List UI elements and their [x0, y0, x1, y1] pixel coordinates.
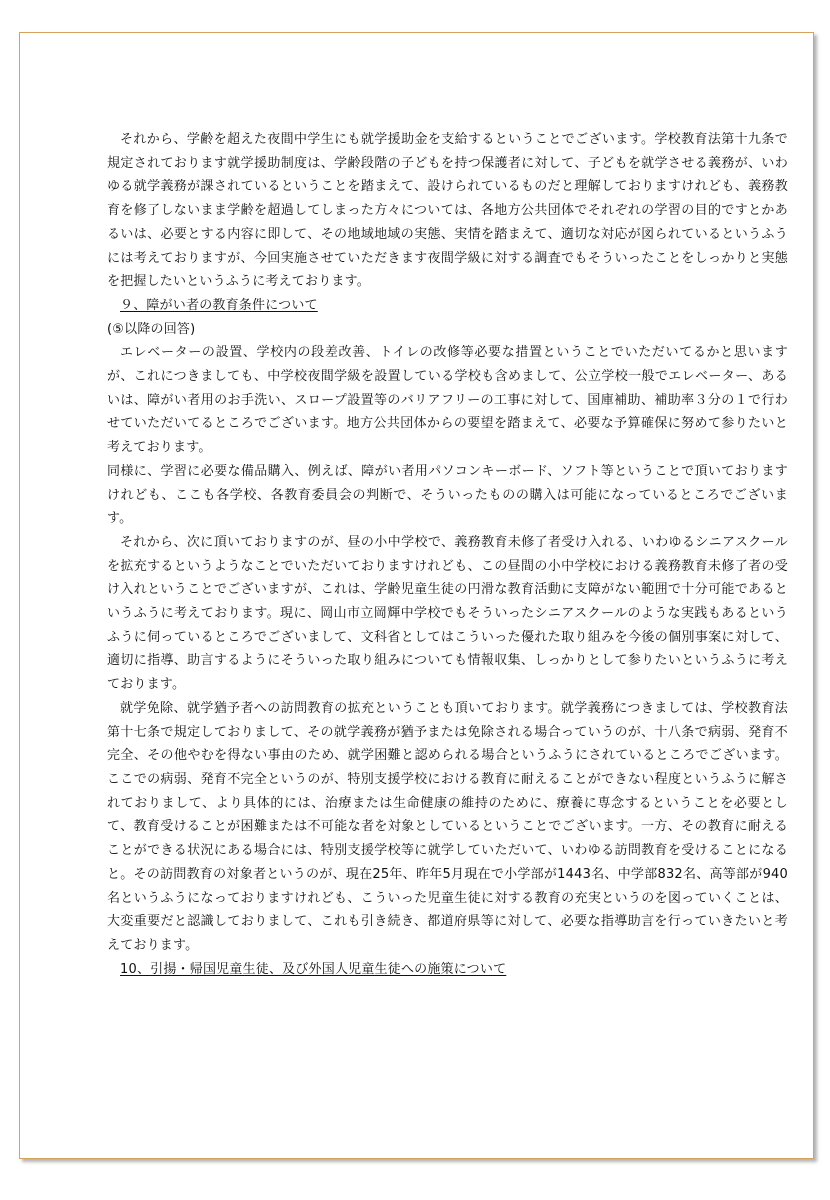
paragraph-senior-school: それから、次に頂いておりますのが、昼の小中学校で、義務教育未修了者受け入れる、いわゆるシニアスクールを拡充するというようなことでいただいておりますけれども、この昼間の小中学校における義務教育未修了者の受け入れということでございますが、これは、学齢児童生徒の円滑な教育活動に支障がない範囲で十分可能であるというふうに考えております。現に、岡山市立岡輝中学校でもそういったシニアスクールのような実践もあるというふうに伺っているところでございまして、文科省としてはこういった優れた取り組みを今後の個別事案に対して、適切に指導、助言するようにそういった取り組みについても情報収集、しっかりとして参りたいというふうに考えております。	[107, 534, 788, 693]
section-heading-10	[107, 958, 788, 982]
document-page	[19, 32, 814, 1159]
paragraph-equipment: 同様に、学習に必要な備品購入、例えば、障がい者用パソコンキーボード、ソフト等ということで頂いておりますけれども、ここも各学校、各教育委員会の判断で、そういったものの購入は可能になっているところでございます。	[107, 463, 788, 527]
paragraph-elevator: エレベーターの設置、学校内の段差改善、トイレの改修等必要な措置ということでいただいてるかと思いますが、これにつきましても、中学校夜間学級を設置している学校も含めまして、公立学校一般でエレベーター、あるいは、障がい者用のお手洗い、スロープ設置等のバリアフリーの工事に対して、国庫補助、補助率３分の１で行わせていただいてるところでございます。地方公共団体からの要望を踏まえて、必要な予算確保に努めて参りたいと考えております。	[107, 345, 788, 456]
paragraph-home-visit-education: 就学免除、就学猶予者への訪問教育の拡充ということも頂いております。就学義務につきましては、学校教育法第十七条で規定しておりまして、その就学義務が猶予または免除される場合っていうのが、十八条で病弱、発育不完全、その他やむを得ない事由のため、就学困難と認められる場合というふうにされているところでございます。ここでの病弱、発育不完全というのが、特別支援学校における教育に耐えることができない程度というふうに解されておりまして、より具体的には、治療または生命健康の維持のために、療養に専念するということを必要として、教育受けることが困難または不可能な者を対象としているということでございます。一方、その教育に耐えることができる状況にある場合には、特別支援学校等に就学していただいて、いわゆる訪問教育を受けることになると。その訪問教育の対象者というのが、現在25年、昨年5月現在で小学部が1443名、中学部832名、高等部が940名というふうになっておりますけれども、こういった児童生徒に対する教育の充実というのを図っていくことは、大変重要だと認識しておりまして、これも引き続き、都道府県等に対して、必要な指導助言を行っていきたいと考えております。	[107, 700, 788, 953]
section-heading-9	[107, 294, 788, 318]
section-heading-9-text: ９、障がい者の教育条件について	[120, 297, 318, 313]
subheading-answer-5: (⑤以降の回答)	[107, 321, 196, 337]
document-body	[107, 128, 788, 981]
paragraph-night-school-aid: それから、学齢を超えた夜間中学生にも就学援助金を支給するということでございます。学校教育法第十九条で規定されております就学援助制度は、学齢段階の子どもを持つ保護者に対して、子どもを就学させる義務が、いわゆる就学義務が課されているということを踏まえて、設けられているものだと理解しておりますけれども、義務教育を修了しないまま学齢を超過してしまった方々については、各地方公共団体でそれぞれの学習の目的ですとかあるいは、必要とする内容に即して、その地域地域の実態、実情を踏まえて、適切な対応が図られているというふうには考えておりますが、今回実施させていただきます夜間学級に対する調査でもそういったことをしっかりと実態を把握したいというふうに考えております。	[107, 132, 788, 290]
section-heading-10-text: 10、引揚・帰国児童生徒、及び外国人児童生徒への施策について	[120, 961, 507, 977]
